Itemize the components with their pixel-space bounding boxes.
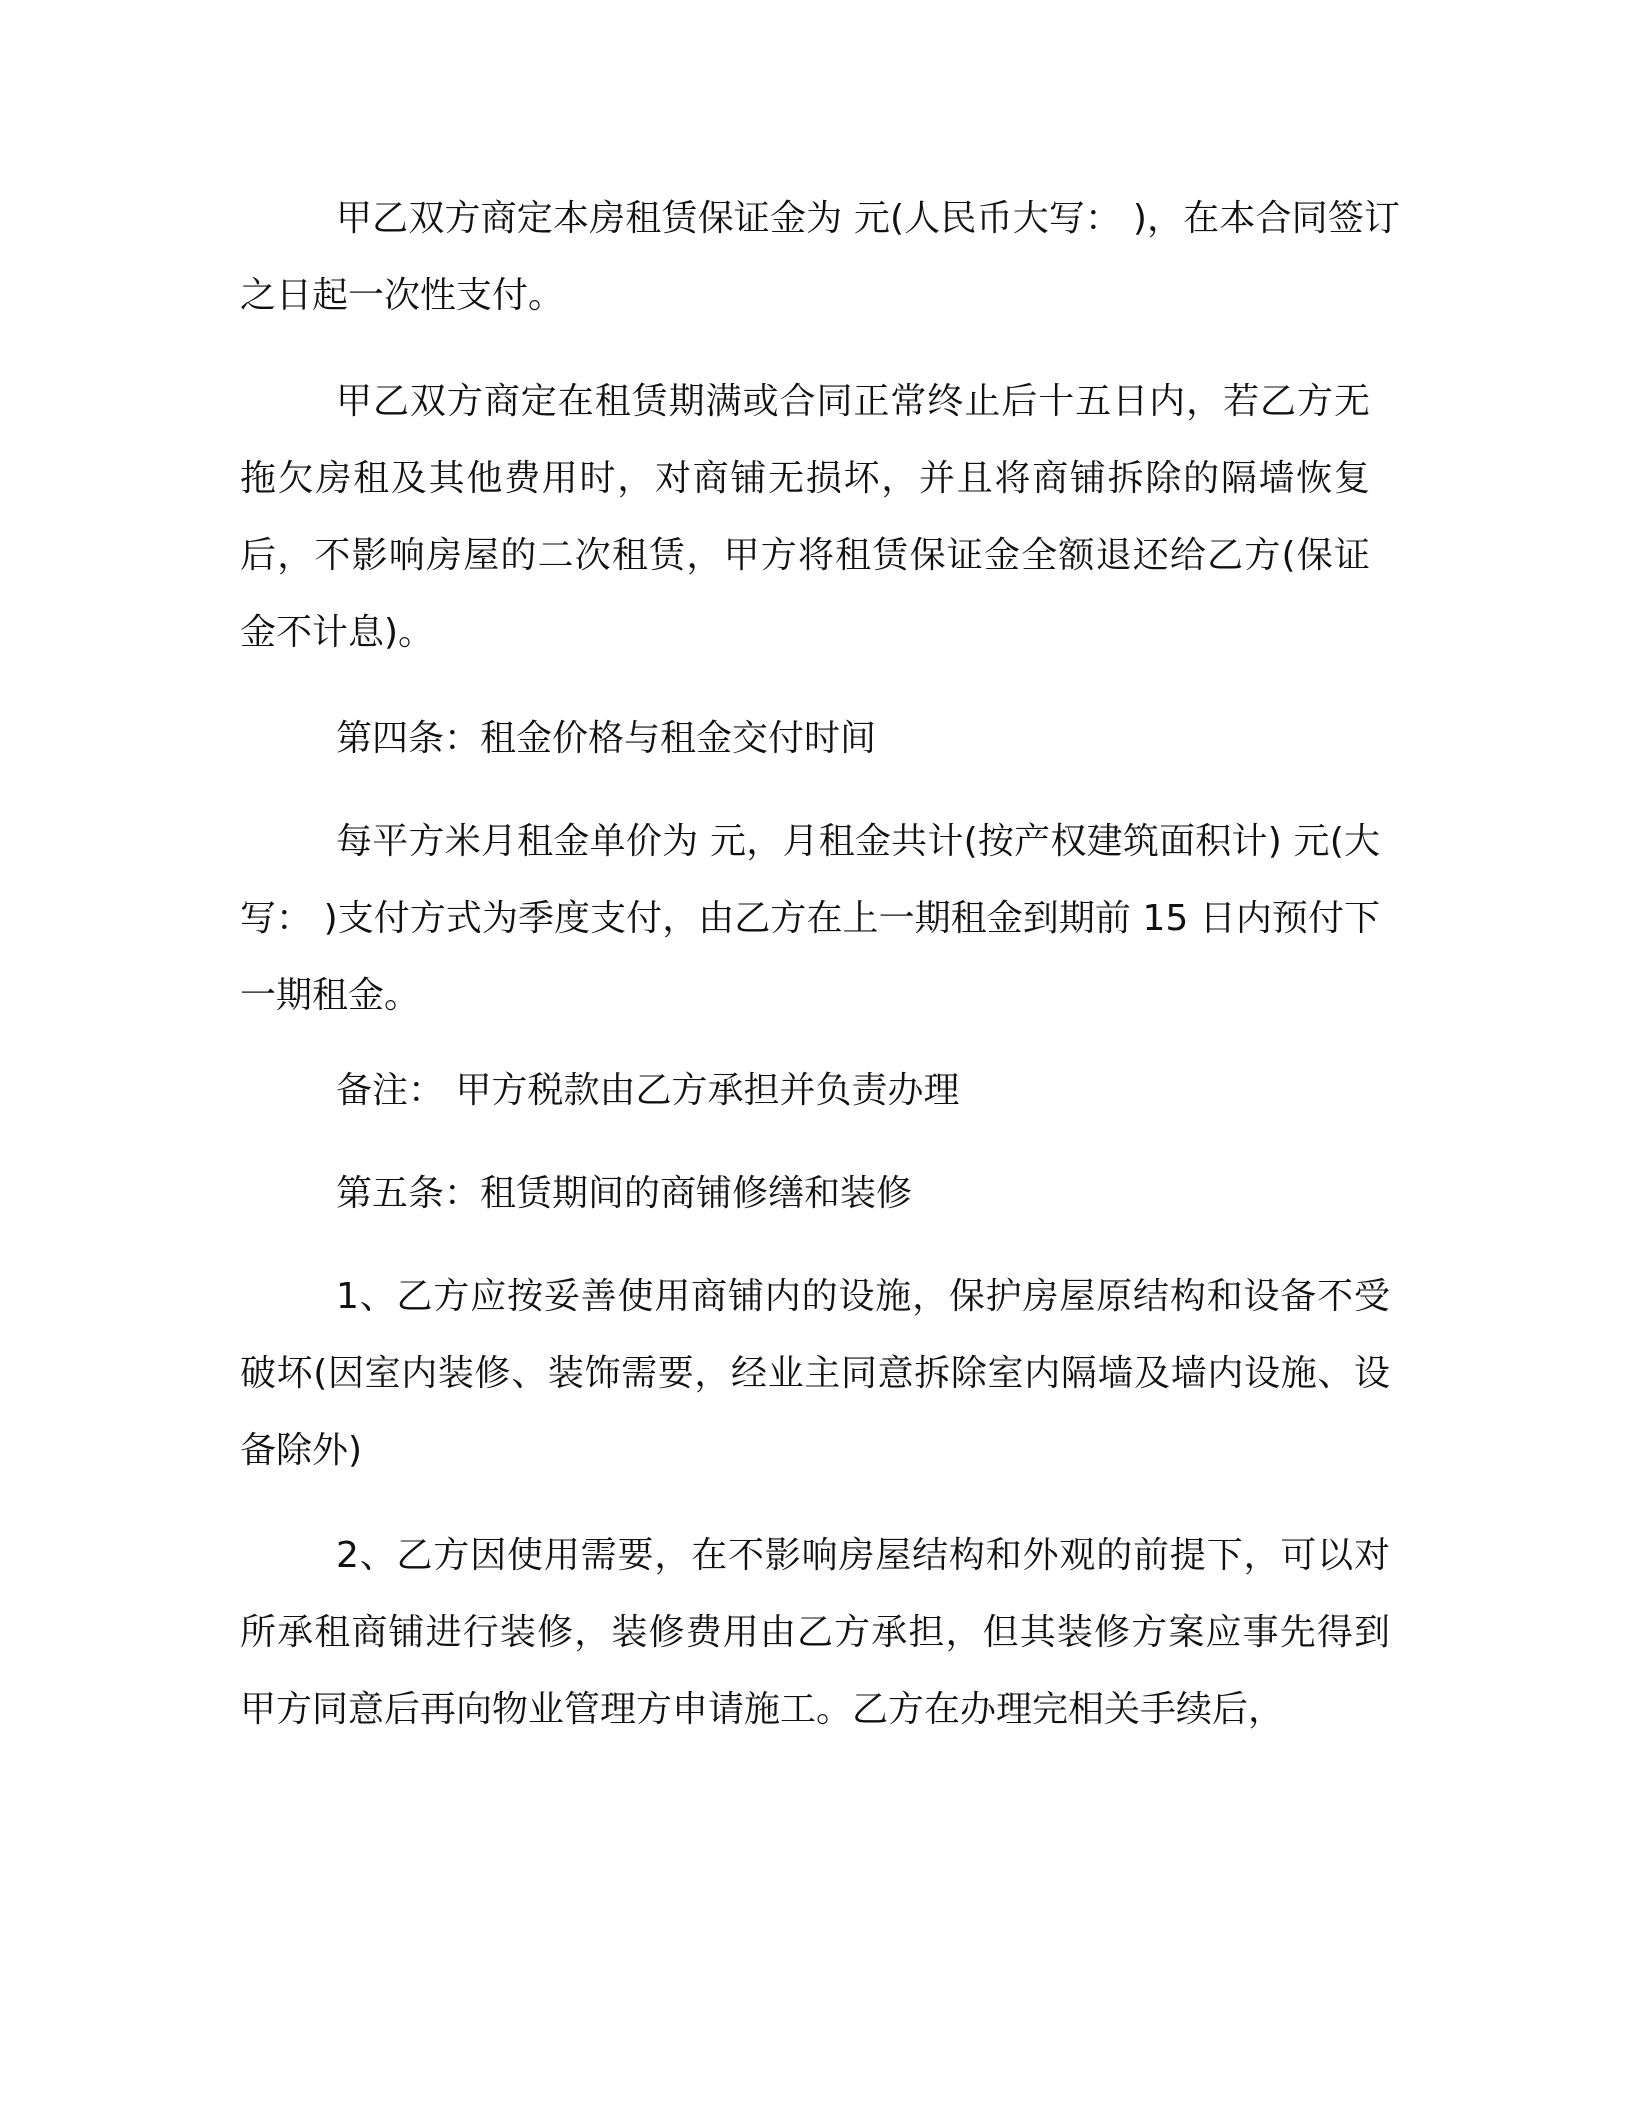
article-five-heading: 第五条：租赁期间的商铺修缮和装修 <box>336 1173 913 1214</box>
paragraph-rent-price: 每平方米月租金单价为 元，月租金共计(按产权建筑面积计) 元(大写： )支付方式为季度支付，由乙方在上一期租金到期前 15 日内预付下一期租金。 <box>240 821 1380 1016</box>
paragraph-deposit-refund: 甲乙双方商定在租赁期满或合同正常终止后十五日内，若乙方无拖欠房租及其他费用时，对商铺无损坏，并且将商铺拆除的隔墙恢复后，不影响房屋的二次租赁，甲方将租赁保证金全额退还给乙方(保证金不计息)。 <box>240 381 1370 653</box>
article-four-heading: 第四条：租金价格与租金交付时间 <box>336 718 877 759</box>
paragraph-deposit-amount: 甲乙双方商定本房租赁保证金为 元(人民币大写： )，在本合同签订之日起一次性支付。 <box>240 198 1400 316</box>
paragraph-tax-note: 备注： 甲方税款由乙方承担并负责办理 <box>336 1070 960 1111</box>
clause-one: 1、乙方应按妥善使用商铺内的设施，保护房屋原结构和设备不受破坏(因室内装修、装饰需要，经业主同意拆除室内隔墙及墙内设施、设备除外) <box>240 1276 1390 1471</box>
clause-two: 2、乙方因使用需要，在不影响房屋结构和外观的前提下，可以对所承租商铺进行装修，装修费用由乙方承担，但其装修方案应事先得到甲方同意后再向物业管理方申请施工。乙方在办理完相关手续后， <box>240 1535 1390 1730</box>
